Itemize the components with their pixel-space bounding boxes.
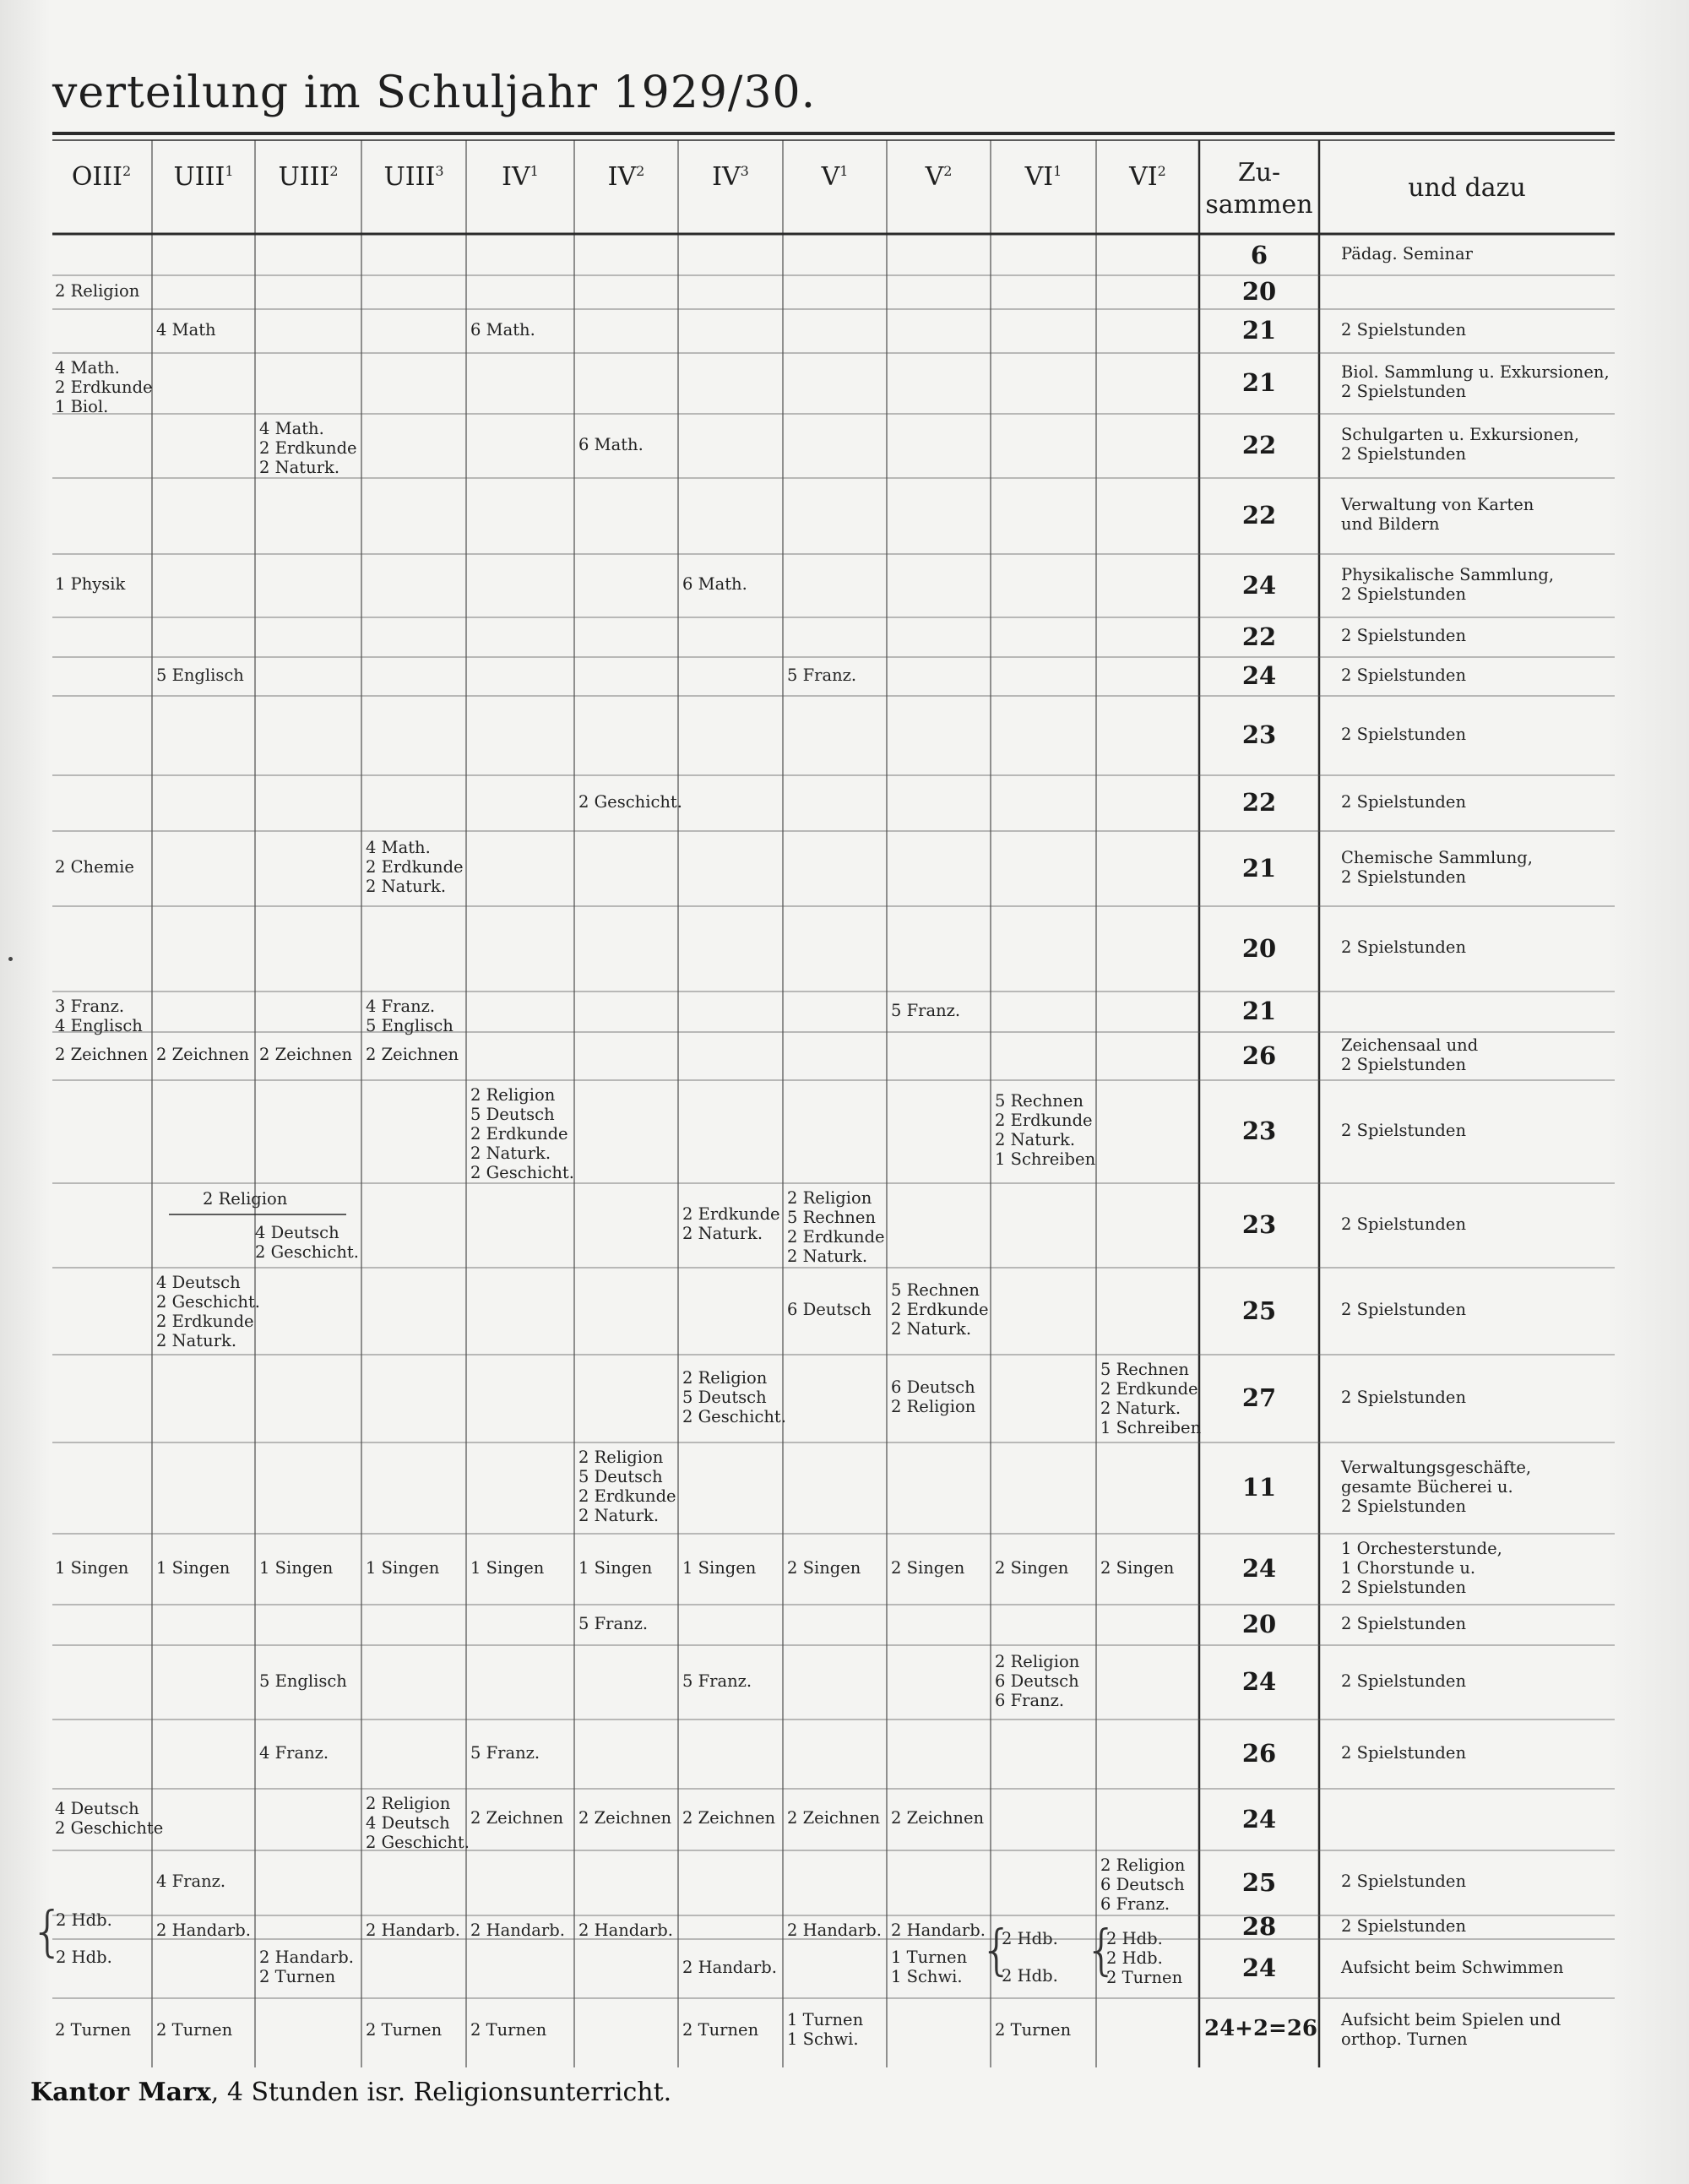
table-cell: 1 Physik bbox=[55, 574, 126, 594]
table-cell: 2 Turnen bbox=[470, 2019, 547, 2040]
row-total: 25 bbox=[1241, 1867, 1277, 1897]
table-cell: 4 Franz. 5 Englisch bbox=[366, 997, 453, 1035]
table-cell: 1 Singen bbox=[682, 1557, 757, 1578]
row-note: Schulgarten u. Exkursionen, 2 Spielstunden bbox=[1341, 425, 1579, 464]
table-cell: 1 Singen bbox=[578, 1557, 653, 1578]
notes-header: und dazu bbox=[1408, 173, 1526, 203]
table-cell: 4 Math. 2 Erdkunde 1 Biol. bbox=[55, 358, 153, 416]
row-note: 2 Spielstunden bbox=[1341, 1387, 1467, 1407]
footer-text: , 4 Stunden isr. Religionsunterricht. bbox=[210, 2078, 672, 2107]
brace-glyph: { bbox=[1084, 1920, 1119, 1982]
row-total: 20 bbox=[1241, 933, 1277, 963]
margin-mark bbox=[8, 957, 13, 961]
brace-glyph: { bbox=[30, 1901, 65, 1964]
table-cell: 5 Franz. bbox=[891, 1000, 961, 1020]
table-cell: 2 Religion 5 Deutsch 2 Erdkunde 2 Naturk. bbox=[578, 1448, 676, 1525]
row-note: 2 Spielstunden bbox=[1341, 1915, 1467, 1936]
row-total: 24 bbox=[1241, 1953, 1277, 1982]
column-header-sup: 2 bbox=[636, 163, 645, 179]
total-header-line: Zu- bbox=[1237, 158, 1281, 187]
row-total: 22 bbox=[1241, 501, 1277, 530]
table-cell: 4 Deutsch 2 Geschichte bbox=[55, 1798, 164, 1838]
row-note: Pädag. Seminar bbox=[1341, 244, 1473, 263]
row-total: 21 bbox=[1241, 368, 1277, 397]
row-total: 24 bbox=[1241, 661, 1277, 690]
row-note: Aufsicht beim Spielen und orthop. Turnen bbox=[1341, 2010, 1561, 2049]
table-cell: 2 Singen bbox=[1100, 1557, 1175, 1578]
table-cell: 2 Geschicht. bbox=[578, 791, 682, 812]
column-header bbox=[991, 162, 1096, 192]
column-header-sup: 2 bbox=[122, 163, 132, 179]
table-cell: 5 Rechnen 2 Erdkunde 2 Naturk. 1 Schreiben bbox=[995, 1091, 1096, 1169]
column-header-base: IV bbox=[502, 162, 530, 192]
table-cell: 4 Deutsch 2 Geschicht. bbox=[255, 1223, 359, 1262]
row-note: 2 Spielstunden bbox=[1341, 1671, 1467, 1691]
row-total: 23 bbox=[1241, 720, 1277, 749]
row-total: 24+2=26 bbox=[1204, 2016, 1318, 2041]
column-header-sup: 3 bbox=[435, 163, 444, 179]
column-header bbox=[51, 162, 152, 192]
table-cell: 2 Hdb. bbox=[56, 1948, 112, 1967]
row-note: 2 Spielstunden bbox=[1341, 937, 1467, 957]
table-cell: 4 Math bbox=[156, 319, 216, 340]
row-note: 2 Spielstunden bbox=[1341, 724, 1467, 744]
table-cell: 2 Turnen bbox=[682, 2019, 759, 2040]
column-header bbox=[1096, 162, 1199, 192]
table-cell: 1 Singen bbox=[470, 1557, 545, 1578]
column-header-base: VI bbox=[1024, 162, 1054, 192]
column-header-sup: 1 bbox=[225, 163, 234, 179]
table-cell: 4 Deutsch 2 Geschicht. 2 Erdkunde 2 Naturk. bbox=[156, 1273, 260, 1350]
table-cell: 2 Religion 4 Deutsch 2 Geschicht. bbox=[366, 1794, 470, 1852]
row-note: Chemische Sammlung, 2 Spielstunden bbox=[1341, 847, 1533, 887]
table-cell: 2 Religion 6 Deutsch 6 Franz. bbox=[995, 1651, 1080, 1710]
table-cell: 2 Hdb. 2 Hdb. 2 Turnen bbox=[1106, 1929, 1183, 1987]
column-header bbox=[152, 162, 255, 192]
row-note: 2 Spielstunden bbox=[1341, 1120, 1467, 1140]
table-cell: 2 Religion bbox=[55, 280, 140, 301]
column-header-sup: 3 bbox=[740, 163, 749, 179]
row-total: 22 bbox=[1241, 622, 1277, 651]
row-note: Verwaltungsgeschäfte, gesamte Bücherei u. 2 Spielstunden bbox=[1341, 1457, 1532, 1516]
column-header bbox=[361, 162, 466, 192]
table-cell: 2 Handarb. bbox=[891, 1921, 986, 1940]
row-note: 2 Spielstunden bbox=[1341, 665, 1467, 685]
row-total: 23 bbox=[1241, 1210, 1277, 1239]
column-header-sup: 1 bbox=[530, 163, 539, 179]
column-header-base: V bbox=[925, 162, 944, 192]
footer-note bbox=[30, 2078, 671, 2107]
table-cell: 2 Zeichnen bbox=[156, 1045, 250, 1064]
table-cell: 2 Turnen bbox=[995, 2019, 1072, 2040]
total-header-line: sammen bbox=[1205, 190, 1313, 220]
table-cell: 2 Zeichnen bbox=[55, 1045, 149, 1064]
column-header-base: OIII bbox=[71, 162, 122, 192]
row-total: 21 bbox=[1241, 853, 1277, 883]
table-cell: 2 Singen bbox=[787, 1557, 861, 1578]
row-total: 24 bbox=[1241, 1804, 1277, 1834]
table-cell: 2 Singen bbox=[891, 1557, 965, 1578]
row-note: 2 Spielstunden bbox=[1341, 1300, 1467, 1319]
table-cell: 2 Singen bbox=[995, 1557, 1069, 1578]
row-note: 2 Spielstunden bbox=[1341, 319, 1467, 340]
column-header-sup: 1 bbox=[839, 163, 849, 179]
table-cell: 2 Zeichnen bbox=[682, 1808, 776, 1828]
row-note: Verwaltung von Karten und Bildern bbox=[1341, 495, 1534, 534]
table-cell: 2 Turnen bbox=[366, 2019, 443, 2040]
table-cell: 1 Turnen 1 Schwi. bbox=[787, 2010, 864, 2049]
row-total: 26 bbox=[1241, 1739, 1277, 1768]
table-cell: 4 Franz. bbox=[259, 1742, 329, 1763]
table-cell: 6 Math. bbox=[682, 574, 747, 594]
column-header-base: VI bbox=[1129, 162, 1158, 192]
row-total: 11 bbox=[1241, 1473, 1277, 1502]
column-header-base: IV bbox=[607, 162, 637, 192]
row-note: 2 Spielstunden bbox=[1341, 791, 1467, 812]
row-note: 2 Spielstunden bbox=[1341, 1613, 1467, 1633]
table-cell: 2 Handarb. 2 Turnen bbox=[259, 1948, 354, 1986]
row-total: 28 bbox=[1241, 1912, 1277, 1941]
row-total: 26 bbox=[1241, 1040, 1277, 1070]
table-cell: 2 Handarb. bbox=[470, 1921, 565, 1940]
column-header-base: UIII bbox=[383, 162, 436, 192]
row-total: 20 bbox=[1241, 1610, 1277, 1638]
table-cell: 2 Religion bbox=[203, 1189, 288, 1209]
row-total: 22 bbox=[1241, 431, 1277, 459]
brace-glyph: { bbox=[980, 1920, 1014, 1982]
row-note: Biol. Sammlung u. Exkursionen, 2 Spielstunden bbox=[1341, 362, 1610, 401]
table-cell: 5 Franz. bbox=[787, 665, 857, 685]
table-cell: 2 Handarb. bbox=[787, 1921, 882, 1940]
table-cell: 2 Handarb. bbox=[156, 1921, 251, 1940]
table-cell: 5 Franz. bbox=[578, 1613, 649, 1633]
table-cell: 2 Zeichnen bbox=[891, 1808, 985, 1828]
column-header-base: V bbox=[821, 162, 840, 192]
table-cell: 2 Religion 5 Deutsch 2 Geschicht. bbox=[682, 1367, 786, 1426]
table-cell: 2 Turnen bbox=[55, 2019, 132, 2040]
table-cell: 5 Rechnen 2 Erdkunde 2 Naturk. 1 Schreiben bbox=[1100, 1360, 1202, 1437]
table-cell: 2 Turnen bbox=[156, 2019, 233, 2040]
row-total: 6 bbox=[1250, 240, 1268, 269]
table-cell: 1 Singen bbox=[55, 1557, 129, 1578]
table-cell: 2 Erdkunde 2 Naturk. bbox=[682, 1204, 780, 1243]
row-note: 2 Spielstunden bbox=[1341, 626, 1467, 645]
table-cell: 1 Turnen 1 Schwi. bbox=[891, 1948, 968, 1986]
column-header-base: UIII bbox=[278, 162, 330, 192]
column-header-sup: 1 bbox=[1053, 163, 1062, 179]
row-total: 24 bbox=[1241, 570, 1277, 600]
table-cell: 4 Math. 2 Erdkunde 2 Naturk. bbox=[259, 419, 357, 477]
table-cell: 2 Handarb. bbox=[578, 1921, 673, 1940]
table-cell: 5 Englisch bbox=[156, 665, 244, 685]
table-cell: 5 Rechnen 2 Erdkunde 2 Naturk. bbox=[891, 1280, 989, 1339]
table-cell: 2 Religion 5 Deutsch 2 Erdkunde 2 Naturk. 2 Geschicht. bbox=[470, 1085, 574, 1182]
table-cell: 5 Franz. bbox=[682, 1671, 752, 1691]
row-note: 2 Spielstunden bbox=[1341, 1214, 1467, 1234]
table-cell: 2 Zeichnen bbox=[366, 1045, 459, 1064]
row-total: 21 bbox=[1241, 316, 1277, 345]
page-title: verteilung im Schuljahr 1929/30. bbox=[52, 68, 817, 118]
column-header bbox=[887, 162, 991, 192]
row-note: Physikalische Sammlung, 2 Spielstunden bbox=[1341, 564, 1555, 604]
row-total: 25 bbox=[1241, 1296, 1277, 1325]
table-cell: 2 Hdb. bbox=[56, 1910, 112, 1930]
column-header bbox=[574, 162, 678, 192]
row-note: Aufsicht beim Schwimmen bbox=[1341, 1957, 1564, 1977]
row-note: 2 Spielstunden bbox=[1341, 1872, 1467, 1891]
table-cell: 1 Singen bbox=[366, 1557, 440, 1578]
table-cell: 5 Englisch bbox=[259, 1671, 347, 1691]
column-header-sup: 2 bbox=[329, 163, 339, 179]
row-total: 24 bbox=[1241, 1554, 1277, 1583]
row-note: Zeichensaal und 2 Spielstunden bbox=[1341, 1035, 1479, 1074]
column-header bbox=[783, 162, 887, 192]
row-note: 1 Orchesterstunde, 1 Chorstunde u. 2 Spielstunden bbox=[1341, 1538, 1502, 1597]
table-cell: 6 Math. bbox=[470, 319, 535, 340]
table-cell: 2 Zeichnen bbox=[787, 1808, 881, 1828]
table-cell: 2 Religion 6 Deutsch 6 Franz. bbox=[1100, 1855, 1186, 1914]
table-cell: 4 Franz. bbox=[156, 1872, 226, 1891]
table-cell: 2 Zeichnen bbox=[578, 1808, 672, 1828]
row-note: 2 Spielstunden bbox=[1341, 1742, 1467, 1763]
table-cell: 5 Franz. bbox=[470, 1742, 540, 1763]
footer-name: Kantor Marx bbox=[30, 2078, 211, 2107]
row-total: 20 bbox=[1241, 277, 1277, 306]
column-header-sup: 2 bbox=[943, 163, 953, 179]
table-cell: 6 Deutsch 2 Religion bbox=[891, 1377, 976, 1416]
column-header-sup: 2 bbox=[1157, 163, 1166, 179]
table-cell: 6 Math. bbox=[578, 434, 644, 454]
table-cell: 2 Zeichnen bbox=[470, 1808, 564, 1828]
table-cell: 2 Zeichnen bbox=[259, 1045, 353, 1064]
column-header bbox=[255, 162, 361, 192]
table-cell: 2 Religion 5 Rechnen 2 Erdkunde 2 Naturk. bbox=[787, 1188, 885, 1266]
row-total: 22 bbox=[1241, 788, 1277, 817]
table-cell: 1 Singen bbox=[156, 1557, 231, 1578]
column-header bbox=[678, 162, 783, 192]
column-header bbox=[466, 162, 574, 192]
column-header-base: UIII bbox=[173, 162, 225, 192]
table-cell: 2 Chemie bbox=[55, 857, 134, 877]
table-cell: 2 Hdb. bbox=[1002, 1929, 1058, 1948]
row-total: 21 bbox=[1241, 997, 1277, 1025]
table-cell: 2 Handarb. bbox=[682, 1957, 777, 1977]
table-cell: 6 Deutsch bbox=[787, 1300, 872, 1319]
row-total: 27 bbox=[1241, 1383, 1277, 1412]
table-cell: 3 Franz. 4 Englisch bbox=[55, 997, 143, 1035]
row-total: 23 bbox=[1241, 1116, 1277, 1145]
table-cell: 4 Math. 2 Erdkunde 2 Naturk. bbox=[366, 838, 464, 896]
table-cell: 1 Singen bbox=[259, 1557, 334, 1578]
total-header bbox=[1199, 157, 1319, 221]
table-cell: 2 Hdb. bbox=[1002, 1966, 1058, 1986]
table-cell: 2 Handarb. bbox=[366, 1921, 460, 1940]
column-header-base: IV bbox=[712, 162, 741, 192]
row-total: 24 bbox=[1241, 1667, 1277, 1696]
